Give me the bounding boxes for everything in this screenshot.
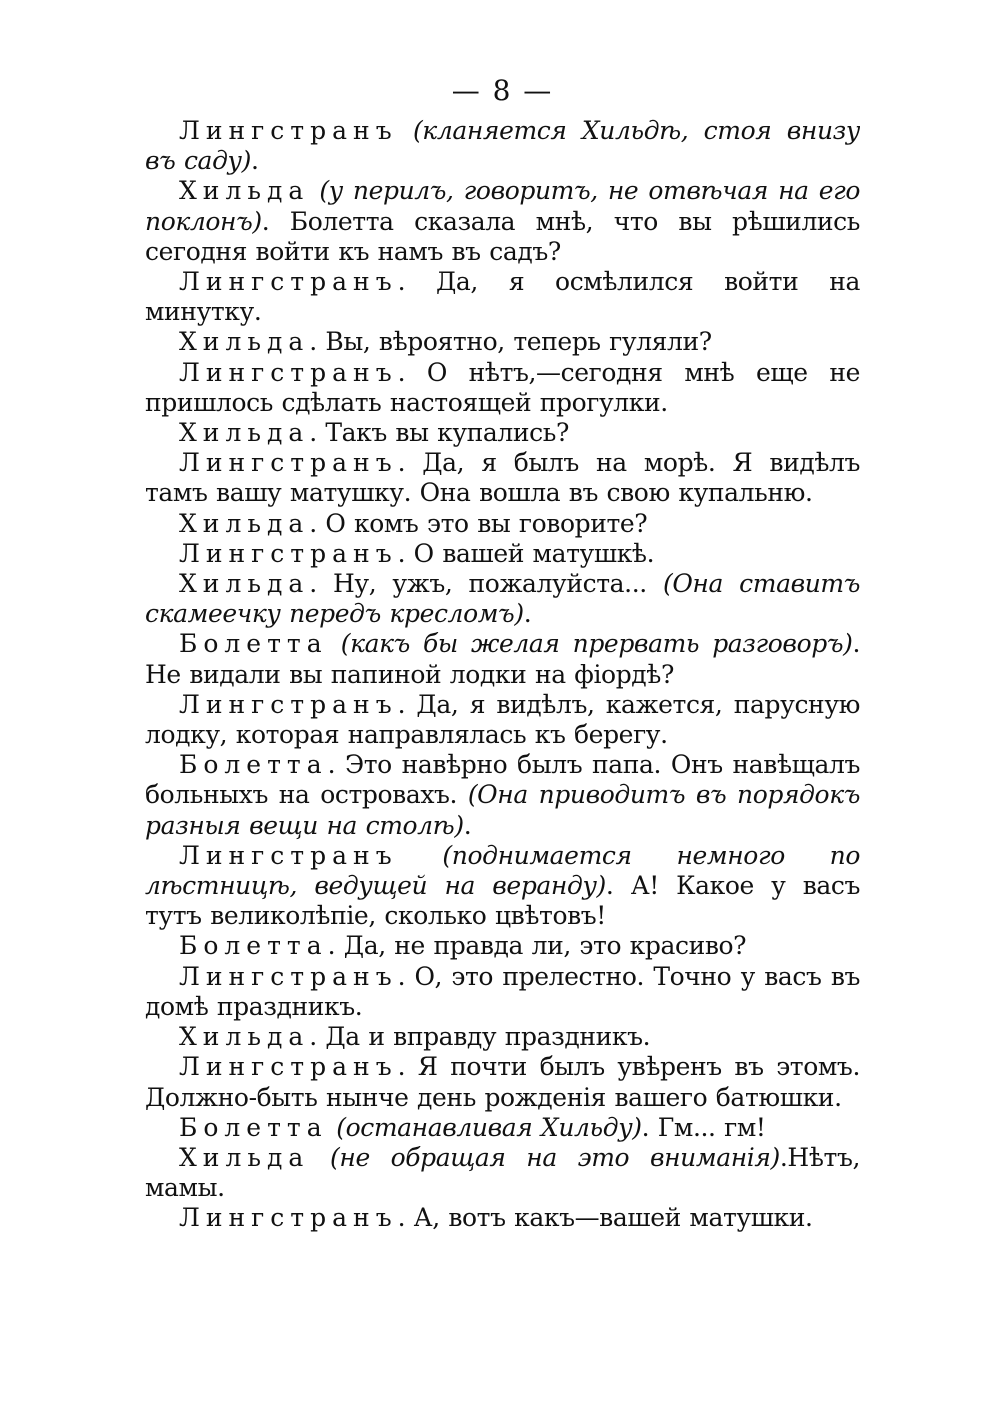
speech-text: . Не видали вы папиной лодки на фіордѣ?	[145, 629, 860, 689]
speaker-name: Лингстранъ	[179, 538, 398, 568]
speaker-name: Болетта	[179, 629, 328, 659]
dialogue-line	[145, 116, 860, 176]
dialogue-line	[145, 539, 860, 569]
dialogue-line	[145, 629, 860, 689]
speaker-name: Хильда	[179, 418, 310, 448]
dialogue-line	[145, 358, 860, 418]
dialogue-line	[145, 1203, 860, 1233]
speaker-name: Хильда	[179, 569, 310, 599]
speech-text: . О нѣтъ,—сегодня мнѣ еще не пришлось сдѣлать настоящей прогулки.	[145, 357, 860, 417]
speaker-name: Хильда	[179, 176, 310, 206]
dialogue-line	[145, 176, 860, 267]
speech-text: . Да, не правда ли, это красиво?	[327, 931, 747, 961]
speech-text: . Гм... гм!	[641, 1112, 766, 1142]
speaker-name: Хильда	[179, 508, 310, 538]
stage-direction: (у перилъ, говоритъ, не отвѣчая на его поклонъ)	[145, 176, 860, 236]
dialogue-line	[145, 569, 860, 629]
stage-direction: (Она ставитъ скамеечку передъ кресломъ)	[145, 569, 860, 629]
dialogue-line	[145, 750, 860, 841]
page-number: — 8 —	[451, 74, 554, 107]
dialogue-line	[145, 418, 860, 448]
speech-text: .Нѣтъ, мамы.	[145, 1142, 860, 1203]
stage-direction: (Она приводитъ въ порядокъ разныя вещи на столѣ)	[145, 780, 860, 840]
speaker-name: Болетта	[179, 750, 328, 780]
speaker-name: Лингстранъ	[179, 840, 398, 870]
speech-text: . Ну, ужъ, пожалуйста...	[309, 569, 647, 599]
book-page	[145, 72, 860, 1392]
speaker-name: Лингстранъ	[179, 116, 398, 145]
speech-text: . Болетта сказала мнѣ, что вы рѣшились сегодня войти къ намъ въ садъ?	[145, 206, 860, 266]
speech-text: . Такъ вы купались?	[309, 418, 569, 448]
speaker-name: Хильда	[179, 327, 310, 357]
play-text	[145, 116, 860, 1234]
speech-text: . О комъ это вы говорите?	[309, 508, 648, 538]
speaker-name: Лингстранъ	[179, 1052, 398, 1082]
dialogue-line	[145, 1143, 860, 1203]
speaker-name: Лингстранъ	[179, 357, 398, 387]
speech-text: . Да, я осмѣлился войти на минутку.	[145, 267, 860, 327]
stage-direction: (кланяется Хильдѣ, стоя внизу въ саду)	[145, 116, 860, 176]
speaker-name: Хильда	[179, 1142, 310, 1172]
speaker-name: Лингстранъ	[179, 689, 398, 719]
speech-text: . О вашей матушкѣ.	[397, 538, 655, 568]
dialogue-line	[145, 267, 860, 327]
stage-direction: (останавливая Хильду)	[336, 1112, 642, 1142]
dialogue-line	[145, 1022, 860, 1052]
dialogue-line	[145, 327, 860, 357]
dialogue-line	[145, 962, 860, 1022]
speech-text: . А, вотъ какъ—вашей матушки.	[397, 1203, 813, 1233]
dialogue-line	[145, 509, 860, 539]
stage-direction: (какъ бы желая прервать разговоръ)	[340, 629, 853, 659]
speech-text: . Это навѣрно былъ папа. Онъ навѣщалъ больныхъ на островахъ.	[145, 750, 860, 810]
speech-text: .	[463, 810, 472, 840]
speech-text: . Да, я былъ на морѣ. Я видѣлъ тамъ вашу матушку. Она вошла въ свою купальню.	[145, 448, 860, 508]
speech-text: . Вы, вѣроятно, теперь гуляли?	[309, 327, 712, 357]
speaker-name: Лингстранъ	[179, 267, 398, 297]
stage-direction: (поднимается немного по лѣстницѣ, ведущей на веранду)	[145, 840, 860, 901]
speaker-name: Лингстранъ	[179, 961, 398, 991]
speech-text: . А! Какое у васъ тутъ великолѣпіе, сколько цвѣтовъ!	[145, 871, 860, 931]
speech-text: . Да и вправду праздникъ.	[309, 1022, 651, 1052]
speech-text: . Я почти былъ увѣренъ въ этомъ. Должно-быть нынче день рожденія вашего батюшки.	[145, 1052, 860, 1112]
speech-text: . О, это прелестно. Точно у васъ въ домѣ праздникъ.	[145, 961, 860, 1021]
speaker-name: Лингстранъ	[179, 1203, 398, 1233]
dialogue-line	[145, 1113, 860, 1143]
dialogue-line	[145, 841, 860, 932]
speaker-name: Лингстранъ	[179, 448, 398, 478]
speaker-name: Болетта	[179, 1112, 328, 1142]
dialogue-line	[145, 448, 860, 508]
speaker-name: Хильда	[179, 1022, 310, 1052]
speech-text: .	[250, 146, 259, 176]
speech-text: .	[523, 599, 532, 629]
stage-direction: (не обращая на это вниманія)	[330, 1142, 780, 1172]
speaker-name: Болетта	[179, 931, 328, 961]
speech-text: . Да, я видѣлъ, кажется, парусную лодку, которая направлялась къ берегу.	[145, 689, 860, 750]
dialogue-line	[145, 931, 860, 961]
dialogue-line	[145, 690, 860, 750]
dialogue-line	[145, 1052, 860, 1112]
